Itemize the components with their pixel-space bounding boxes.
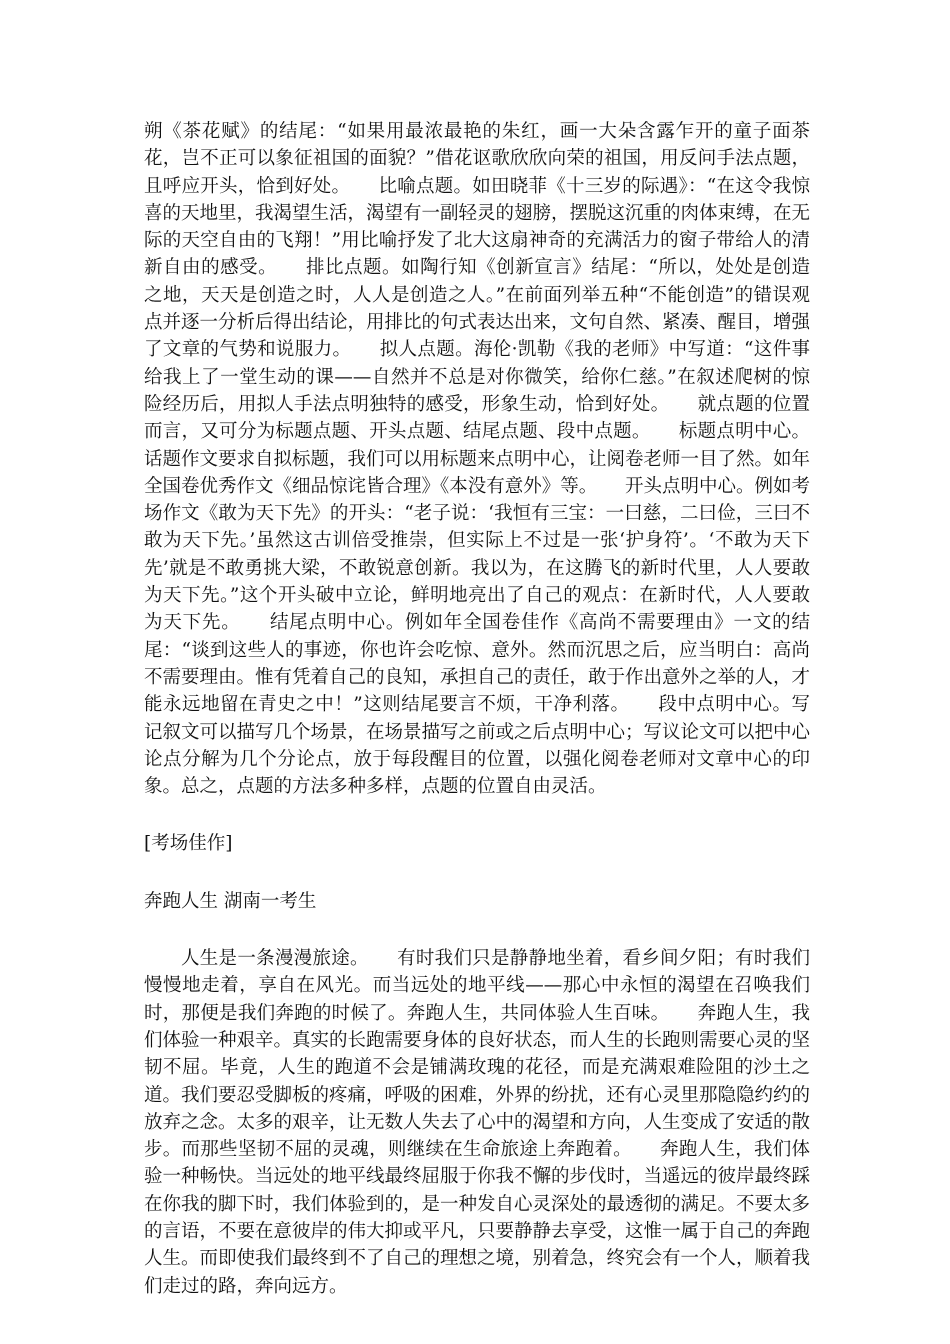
essay-title: 奔跑人生 湖南一考生 (144, 890, 317, 912)
document-page (144, 118, 810, 1300)
body-paragraph: 朔《茶花赋》的结尾：“如果用最浓最艳的朱红，画一大朵含露乍开的童子面茶花，岂不正可以象征祖国的面貌？”借花讴歌欣欣向荣的祖国，用反问手法点题，且呼应开头，恰到好处。 比喻点题。如田晓菲《十三岁的际遇》：“在这令我惊喜的天地里，我渴望生活，渴望有一副轻灵的翅膀，摆脱这沉重的肉体束缚，在无际的天空自由的飞翔！”用比喻抒发了北大这扇神奇的充满活力的窗子带给人的清新自由的感受。 排比点题。如陶行知《创新宣言》结尾：“所以，处处是创造之地，天天是创造之时，人人是创造之人。”在前面列举五种“不能创造”的错误观点并逐一分析后得出结论，用排比的句式表达出来，文句自然、紧凑、醒目，增强了文章的气势和说服力。 拟人点题。海伦·凯勒《我的老师》中写道：“这件事给我上了一堂生动的课——自然并不总是对你微笑，给你仁慈。”在叙述爬树的惊险经历后，用拟人手法点明独特的感受，形象生动，恰到好处。 就点题的位置而言，又可分为标题点题、开头点题、结尾点题、段中点题。 标题点明中心。话题作文要求自拟标题，我们可以用标题来点明中心，让阅卷老师一目了然。如年全国卷优秀作文《细品惊诧皆合理》《本没有意外》等。 开头点明中心。例如考场作文《敢为天下先》的开头：“老子说：‘我恒有三宝：一曰慈，二曰俭，三曰不敢为天下先。’虽然这古训倍受推崇，但实际上不过是一张‘护身符’。‘不敢为天下先’就是不敢勇挑大梁，不敢锐意创新。我以为，在这腾飞的新时代里，人人要敢为天下先。”这个开头破中立论，鲜明地亮出了自己的观点：在新时代，人人要敢为天下先。 结尾点明中心。例如年全国卷佳作《高尚不需要理由》一文的结尾：“谈到这些人的事迹，你也许会吃惊、意外。然而沉思之后，应当明白：高尚不需要理由。惟有凭着自己的良知，承担自己的责任，敢于作出意外之举的人，才能永远地留在青史之中！”这则结尾要言不烦，干净利落。 段中点明中心。写记叙文可以描写几个场景，在场景描写之前或之后点明中心；写议论文可以把中心论点分解为几个分论点，放于每段醒目的位置，以强化阅卷老师对文章中心的印象。总之，点题的方法多种多样，点题的位置自由灵活。 (144, 121, 811, 798)
essay-body: 人生是一条漫漫旅途。 有时我们只是静静地坐着，看乡间夕阳；有时我们慢慢地走着，享自在风光。而当远处的地平线——那心中永恒的渴望在召唤我们时，那便是我们奔跑的时候了。奔跑人生，共同体验人生百味。 奔跑人生，我们体验一种艰辛。真实的长跑需要身体的良好状态，而人生的长跑则需要心灵的坚韧不屈。毕竟，人生的跑道不会是铺满玫瑰的花径，而是充满艰难险阻的沙土之道。我们要忍受脚板的疼痛，呼吸的困难，外界的纷扰，还有心灵里那隐隐约约的放弃之念。太多的艰辛，让无数人失去了心中的渴望和方向，人生变成了安适的散步。而那些坚韧不屈的灵魂，则继续在生命旅途上奔跑着。 奔跑人生，我们体验一种畅快。当远处的地平线最终屈服于你我不懈的步伐时，当遥远的彼岸最终踩在你我的脚下时，我们体验到的，是一种发自心灵深处的最透彻的满足。不要太多的言语，不要在意彼岸的伟大抑或平凡，只要静静去享受，这惟一属于自己的奔跑人生。而即使我们最终到不了自己的理想之境，别着急，终究会有一个人，顺着我们走过的路，奔向远方。 (144, 948, 811, 1297)
section-label: [考场佳作] (144, 833, 233, 855)
